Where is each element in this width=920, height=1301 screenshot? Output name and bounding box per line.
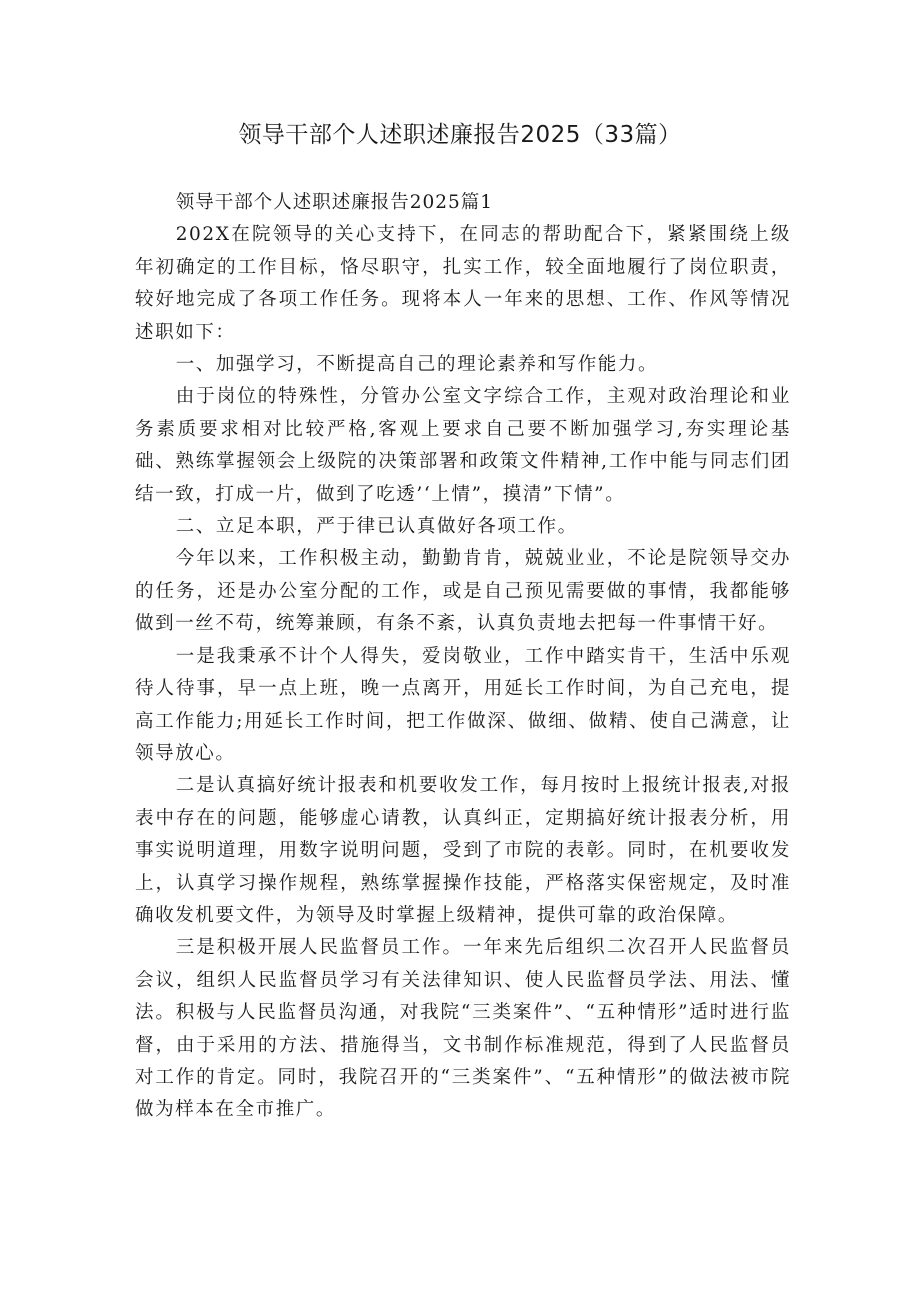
document-title: 领导干部个人述职述廉报告2025（33篇） [238,122,682,148]
paragraph-point-3: 三是积极开展人民监督员工作。一年来先后组织二次召开人民监督员会议，组织人民监督员学习有关法律知识、使人民监督员学法、用法、懂法。积极与人民监督员沟通，对我院“三类案件”、“五种情形”适时进行监督，由于采用的方法、措施得当，文书制作标准规范，得到了人民监督员对工作的肯定。同时，我院召开的“三类案件”、“五种情形”的做法被市院做为样本在全市推广。 [135,937,791,1121]
document-body [135,187,791,1127]
paragraph-point-1: 一是我秉承不计个人得失，爱岗敬业，工作中踏实肯干，生活中乐观待人待事，早一点上班，晚一点离开，用延长工作时间，为自己充电，提高工作能力;用延长工作时间，把工作做深、做细、做精、使自己满意，让领导放心。 [135,645,791,764]
paragraph-work: 今年以来，工作积极主动，勤勤肯肯，兢兢业业，不论是院领导交办的任务，还是办公室分配的工作，或是自己预见需要做的事情，我都能够做到一丝不苟，统筹兼顾，有条不紊，认真负责地去把每一件事情干好。 [135,548,791,635]
paragraph-study: 由于岗位的特殊性，分管办公室文字综合工作，主观对政治理论和业务素质要求相对比较严格,客观上要求自己要不断加强学习,夯实理论基础、熟练掌握领会上级院的决策部署和政策文件精神,工作中能与同志们团结一致，打成一片，做到了吃透’‘上情”，摸清”下情”。 [135,386,791,505]
paragraph-intro: 202X在院领导的关心支持下，在同志的帮助配合下，紧紧围绕上级年初确定的工作目标，恪尽职守，扎实工作，较全面地履行了岗位职责，较好地完成了各项工作任务。现将本人一年来的思想、工作、作风等情况述职如下： [135,224,791,343]
paragraph-point-2: 二是认真搞好统计报表和机要收发工作，每月按时上报统计报表,对报表中存在的问题，能够虚心请教，认真纠正，定期搞好统计报表分析，用事实说明道理，用数字说明问题，受到了市院的表彰。同时，在机要收发上，认真学习操作规程，熟练掌握操作技能，严格落实保密规定，及时准确收发机要文件，为领导及时掌握上级精神，提供可靠的政治保障。 [135,775,791,926]
paragraph-heading-2: 二、立足本职，严于律已认真做好各项工作。 [175,516,578,538]
paragraph-heading-1: 一、加强学习，不断提高自己的理论素养和写作能力。 [175,354,659,376]
section-heading: 领导干部个人述职述廉报告2025篇1 [175,192,494,213]
